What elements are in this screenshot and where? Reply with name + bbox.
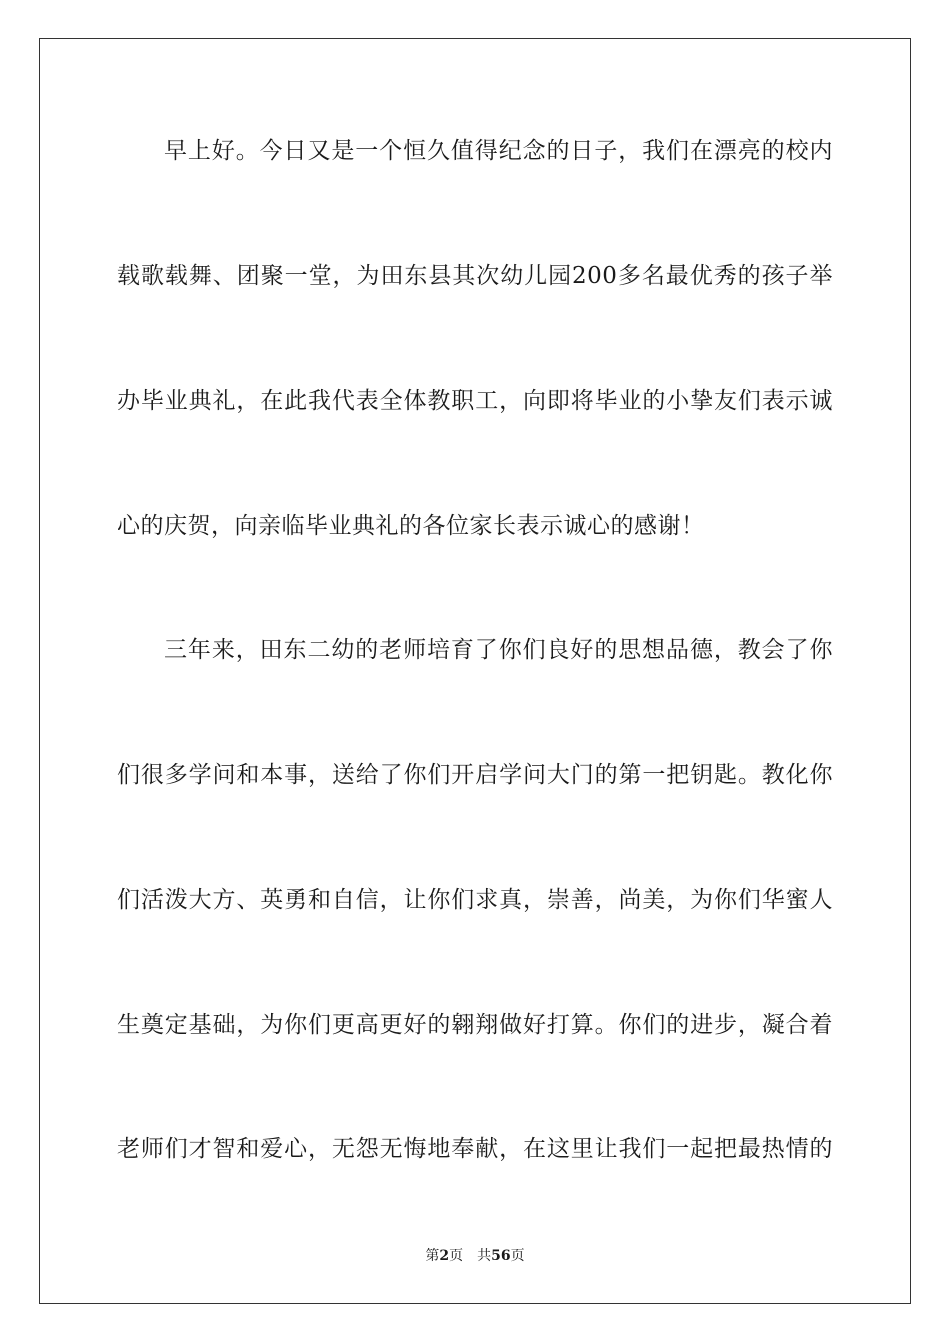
page-total-suffix: 页 [510, 1248, 525, 1264]
page-footer [0, 1247, 950, 1265]
page-total-prefix: 共 [477, 1248, 492, 1264]
page-total-count: 56 [491, 1248, 511, 1264]
paragraph-1-line-2: 载歌载舞、团聚一堂，为田东县其次幼儿园200多名最优秀的孩子举 [117, 263, 833, 289]
paragraph-2-line-4: 生奠定基础，为你们更高更好的翱翔做好打算。你们的进步，凝合着 [117, 1012, 833, 1038]
paragraph-2-line-3: 们活泼大方、英勇和自信，让你们求真，崇善，尚美，为你们华蜜人 [117, 887, 833, 913]
page-number-prefix: 第 [425, 1248, 440, 1264]
paragraph-2-line-1: 三年来，田东二幼的老师培育了你们良好的思想品德，教会了你 [164, 637, 833, 663]
paragraph-2-line-5: 老师们才智和爱心，无怨无悔地奉献，在这里让我们一起把最热情的 [117, 1136, 833, 1162]
page-number-current: 2 [439, 1248, 450, 1264]
paragraph-1-line-4: 心的庆贺，向亲临毕业典礼的各位家长表示诚心的感谢！ [117, 513, 705, 539]
paragraph-1-line-3: 办毕业典礼，在此我代表全体教职工，向即将毕业的小挚友们表示诚 [117, 388, 833, 414]
paragraph-2-line-2: 们很多学问和本事，送给了你们开启学问大门的第一把钥匙。教化你 [117, 762, 833, 788]
paragraph-1-line-1: 早上好。今日又是一个恒久值得纪念的日子，我们在漂亮的校内 [164, 138, 833, 164]
page-number-suffix: 页 [449, 1248, 464, 1264]
page-frame [39, 38, 911, 1304]
